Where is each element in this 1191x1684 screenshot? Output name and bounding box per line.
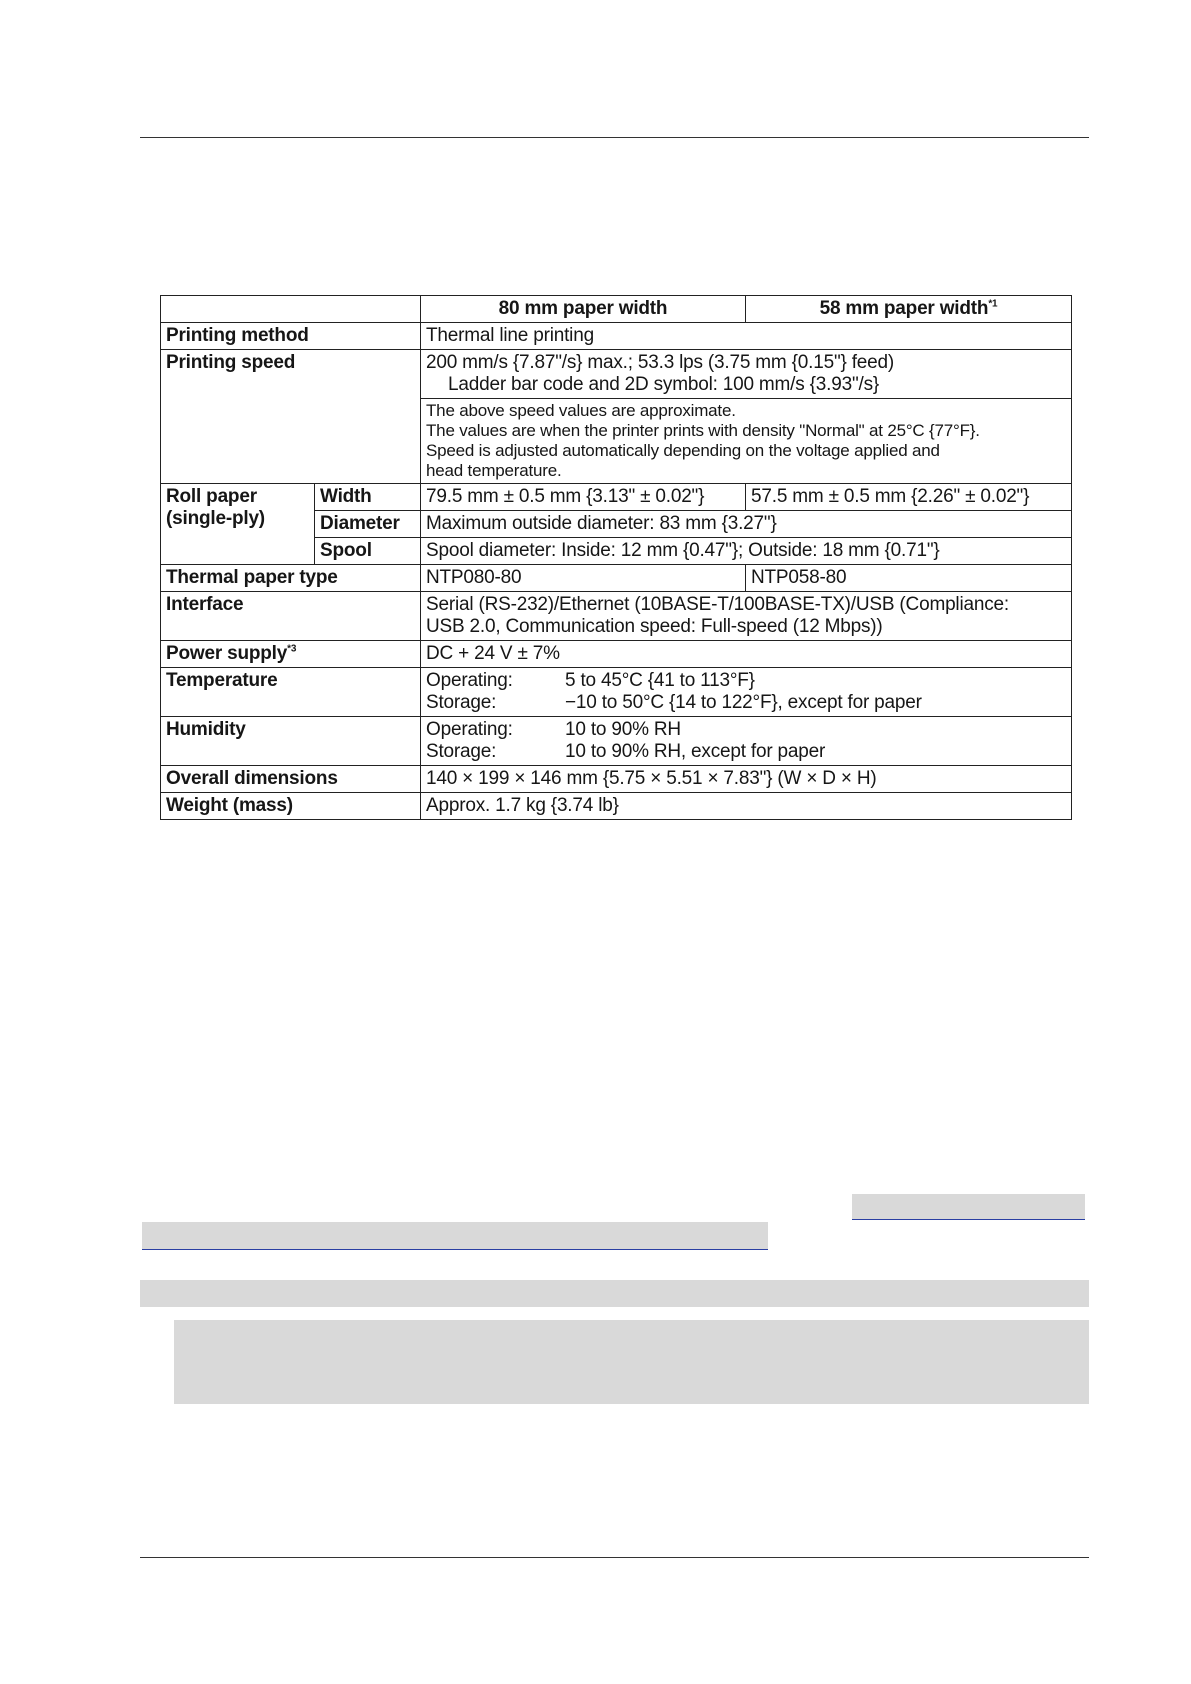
label-printing-speed: Printing speed	[161, 350, 421, 484]
speed-note-2: The values are when the printer prints with density "Normal" at 25°C {77°F}.	[426, 421, 980, 440]
value-interface: Serial (RS-232)/Ethernet (10BASE-T/100BASE-TX)/USB (Compliance: USB 2.0, Communication speed: Full-speed (12 Mbps))	[421, 592, 1072, 641]
label-width: Width	[315, 484, 421, 511]
label-diameter: Diameter	[315, 511, 421, 538]
header-80mm: 80 mm paper width	[421, 296, 746, 323]
row-printing-speed	[161, 350, 1072, 399]
row-humidity	[161, 717, 1072, 766]
label-thermal-paper-type: Thermal paper type	[161, 565, 421, 592]
label-humidity: Humidity	[161, 717, 421, 766]
value-humidity: Operating: 10 to 90% RH Storage: 10 to 90% RH, except for paper	[421, 717, 1072, 766]
label-roll-paper: Roll paper (single-ply)	[161, 484, 315, 565]
row-temperature	[161, 668, 1072, 717]
row-interface	[161, 592, 1072, 641]
speed-note-3: Speed is adjusted automatically depending on the voltage applied and	[426, 441, 940, 460]
header-rule	[140, 137, 1089, 138]
speed-note	[421, 399, 1072, 484]
row-roll-paper-width	[161, 484, 1072, 511]
value-printing-method: Thermal line printing	[421, 323, 1072, 350]
value-spool: Spool diameter: Inside: 12 mm {0.47"}; Outside: 18 mm {0.71"}	[421, 538, 1072, 565]
speed-note-1: The above speed values are approximate.	[426, 401, 736, 420]
row-thermal-paper-type	[161, 565, 1072, 592]
highlighted-block	[140, 1280, 1089, 1307]
specifications-table	[160, 295, 1072, 820]
value-power-supply: DC + 24 V ± 7%	[421, 641, 1072, 668]
footnote-marker: *1	[988, 298, 998, 310]
table-header-row	[161, 296, 1072, 323]
link-highlight[interactable]	[142, 1222, 768, 1250]
footer-rule	[140, 1557, 1089, 1558]
value-width-58: 57.5 mm ± 0.5 mm {2.26" ± 0.02"}	[746, 484, 1072, 511]
row-overall-dimensions	[161, 766, 1072, 793]
label-interface: Interface	[161, 592, 421, 641]
label-power-supply: Power supply$^{*3}$	[161, 641, 421, 668]
label-temperature: Temperature	[161, 668, 421, 717]
value-temperature: Operating: 5 to 45°C {41 to 113°F} Storage: −10 to 50°C {14 to 122°F}, except for paper	[421, 668, 1072, 717]
value-overall-dimensions: 140 × 199 × 146 mm {5.75 × 5.51 × 7.83"} (W × D × H)	[421, 766, 1072, 793]
header-58mm: 58 mm paper width$^{*1}$	[746, 296, 1072, 323]
speed-note-4: head temperature.	[426, 461, 562, 480]
label-spool: Spool	[315, 538, 421, 565]
speed-line-1: 200 mm/s {7.87"/s} max.; 53.3 lps (3.75 mm {0.15"} feed)	[426, 352, 895, 373]
speed-line-2: Ladder bar code and 2D symbol: 100 mm/s {3.93"/s}	[448, 374, 880, 395]
value-thermal-paper-58: NTP058-80	[746, 565, 1072, 592]
label-printing-method: Printing method	[161, 323, 421, 350]
value-weight: Approx. 1.7 kg {3.74 lb}	[421, 793, 1072, 820]
footnote-marker: *3	[287, 643, 297, 655]
highlighted-block	[174, 1320, 1089, 1404]
label-overall-dimensions: Overall dimensions	[161, 766, 421, 793]
row-weight	[161, 793, 1072, 820]
row-power-supply	[161, 641, 1072, 668]
row-printing-method	[161, 323, 1072, 350]
value-width-80: 79.5 mm ± 0.5 mm {3.13" ± 0.02"}	[421, 484, 746, 511]
header-empty-cell	[161, 296, 421, 323]
link-highlight[interactable]	[852, 1194, 1085, 1220]
value-printing-speed	[421, 350, 1072, 399]
value-thermal-paper-80: NTP080-80	[421, 565, 746, 592]
label-weight: Weight (mass)	[161, 793, 421, 820]
value-diameter: Maximum outside diameter: 83 mm {3.27"}	[421, 511, 1072, 538]
